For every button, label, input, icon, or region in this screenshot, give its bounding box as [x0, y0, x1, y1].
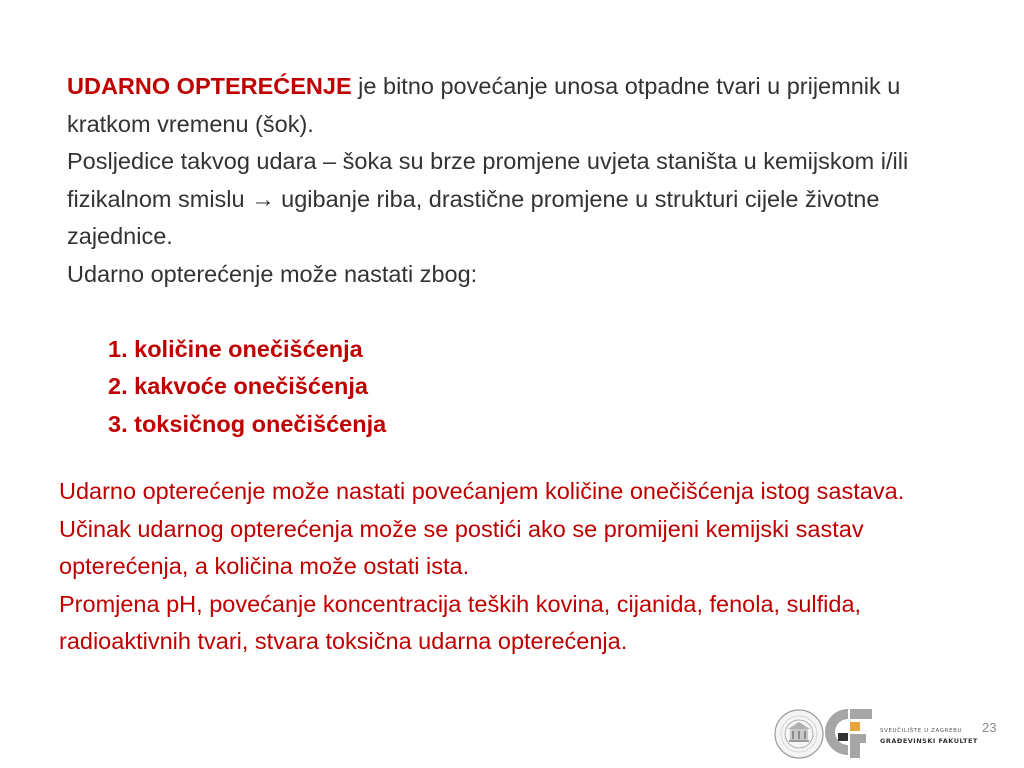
university-seal-icon [773, 708, 825, 760]
slide-content-upper [67, 68, 987, 443]
spacer [67, 293, 987, 331]
logo-text [880, 727, 980, 747]
note-paragraph: Učinak udarnog opterećenja može se postići ako se promijeni kemijski sastav opterećenja, a količina može ostati ista. [59, 515, 864, 579]
note-paragraph: Udarno opterećenje može nastati povećanjem količine onečišćenja istog sastava. [59, 478, 905, 504]
list-item: 3. toksičnog onečišćenja [108, 410, 387, 437]
causes-intro: Udarno opterećenje može nastati zbog: [67, 260, 478, 287]
term-definition: je bitno povećanje unosa otpadne tvari u prijemnik u kratkom vremenu (šok). [67, 73, 901, 137]
faculty-logo-icon [822, 705, 878, 763]
page-number: 23 [982, 720, 997, 735]
term-heading: UDARNO OPTEREĆENJE [67, 73, 352, 99]
university-name: SVEUČILIŠTE U ZAGREBU [880, 728, 963, 734]
causes-list [67, 331, 987, 444]
consequences-paragraph: Posljedice takvog udara – šoka su brze promjene uvjeta staništa u kemijskom i/ili fizikalnom smislu → ugibanje riba, drastične promjene u strukturi cijele životne zajednice. [67, 148, 909, 249]
definition-paragraph [67, 68, 987, 143]
faculty-name: GRAĐEVINSKI FAKULTET [880, 737, 978, 745]
slide-content-lower [59, 473, 999, 661]
note-paragraph: Promjena pH, povećanje koncentracija teških kovina, cijanida, fenola, sulfida, radioaktivnih tvari, stvara toksična udarna opterećenja. [59, 590, 862, 654]
university-logo [770, 705, 980, 763]
list-item: 2. kakvoće onečišćenja [108, 373, 368, 399]
list-item: 1. količine onečišćenja [108, 335, 363, 362]
